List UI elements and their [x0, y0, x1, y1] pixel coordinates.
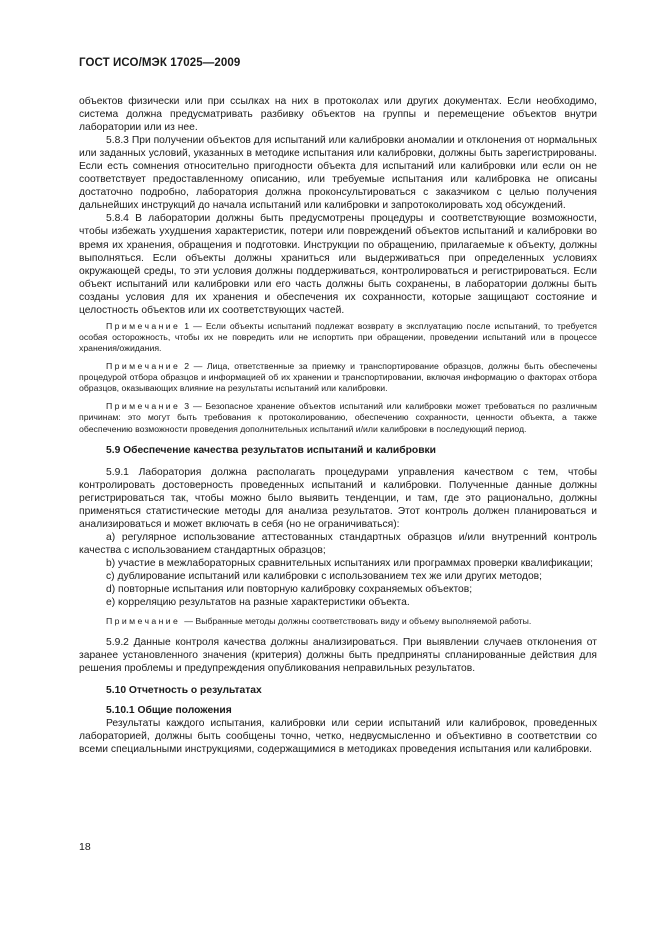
list-item-a: a) регулярное использование аттестованных стандартных образцов и/или внутренний контроль качества с использованием стандартных образцов;	[79, 531, 597, 556]
section-heading-5-10: 5.10 Отчетность о результатах	[106, 685, 262, 697]
subsection-heading-5-10-1: 5.10.1 Общие положения	[106, 705, 232, 717]
page-number: 18	[79, 841, 91, 853]
section-heading-5-9: 5.9 Обеспечение качества результатов испытаний и калибровки	[106, 444, 437, 456]
document-header: ГОСТ ИСО/МЭК 17025—2009	[79, 57, 241, 69]
list-item-c: c) дублирование испытаний или калибровки с использованием тех же или других методов;	[106, 571, 542, 583]
note-text: 2 — Лица, ответственные за приемку и транспортирование образцов, должны быть обеспечены процедурой отбора образцов и информацией об их хранении и транспортировании, включая информацию о факторах отбора образцов, оказывающих влияние на результаты испытаний или калибровки.	[79, 361, 597, 394]
list-item-b: b) участие в межлабораторных сравнительных испытаниях или программах проверки квалификации;	[106, 557, 594, 569]
note-label: Примечание	[106, 616, 181, 627]
note-text: 3 — Безопасное хранение объектов испытаний или калибровки может требоваться по различным причинам: это могут быть требования к протоколированию, обеспечению сохранности, ценности объекта, а также обеспечению возможности проведения дополнительных испытаний и/или калибровки в последующий период.	[79, 401, 597, 434]
list-item-d: d) повторные испытания или повторную калибровку сохраняемых объектов;	[106, 584, 473, 596]
note-label: Примечание	[106, 361, 181, 372]
paragraph-5-8-4: 5.8.4 В лаборатории должны быть предусмотрены процедуры и соответствующие возможности, чтобы избежать ухудшения характеристик, потери или повреждений объектов испытаний и калибровки во время их хранения, обращения и подготовки. Инструкции по обращению, прилагаемые к объекту, должны выполняться. Если объекты должны храниться или выдерживаться при определенных условиях окружающей среды, то эти условия должны поддерживаться, контролироваться и регистрироваться. Если объект испытаний или калибровки или его часть должны быть сохранены, в лаборатории должны быть созданы условия для их хранения и обеспечения их сохранности, которые защищают состояние и целостность объектов или их соответствующих частей.	[79, 213, 597, 316]
note-5-9	[79, 616, 597, 627]
note-label: Примечание	[106, 401, 181, 412]
note-text: — Выбранные методы должны соответствовать виду и объему выполняемой работы.	[184, 616, 532, 627]
note-1	[79, 321, 597, 354]
paragraph-5-8-3: 5.8.3 При получении объектов для испытаний или калибровки аномалии и отклонения от нормальных или заданных условий, указанных в методике испытания или калибровки, должны быть зарегистрированы. Если есть сомнения относительно пригодности объекта для испытаний или калибровки или если он не соответствует предоставленному описанию, или требуемые испытания или калибровка не описаны достаточно подробно, лаборатория должна проконсультироваться с заказчиком с целью получения дальнейших инструкций до начала испытаний или калибровки и запротоколировать ход обсуждений.	[79, 135, 597, 212]
paragraph-5-9-1: 5.9.1 Лаборатория должна располагать процедурами управления качеством с тем, чтобы контролировать достоверность проведенных испытаний и калибровки. Полученные данные должны регистрироваться так, чтобы можно было выявить тенденции, и там, где это рационально, должны применяться статистические методы для анализа результатов. Этот контроль должен планироваться и анализироваться и может включать в себя (но не ограничиваться):	[79, 466, 597, 530]
paragraph-5-10-1: Результаты каждого испытания, калибровки или серии испытаний или калибровок, проведенных лабораторией, должны быть сообщены точно, четко, недвусмысленно и объективно в соответствии со всеми специальными инструкциями, содержащимися в методиках проведения испытания или калибровки.	[79, 718, 597, 756]
document-body	[79, 95, 597, 757]
paragraph-continuation: объектов физически или при ссылках на них в протоколах или других документах. Если необходимо, система должна предусматривать разбивку объектов на группы и перемещение объектов внутри лаборатории или из нее.	[79, 96, 597, 134]
list-item-e: e) корреляцию результатов на разные характеристики объекта.	[106, 597, 410, 609]
paragraph-5-9-2: 5.9.2 Данные контроля качества должны анализироваться. При выявлении случаев отклонения от заранее установленного значения (критерия) должны быть предприняты спланированные действия для решения проблемы и предупреждения опубликования неправильных результатов.	[79, 637, 597, 675]
note-3	[79, 401, 597, 434]
note-2	[79, 361, 597, 394]
note-text: 1 — Если объекты испытаний подлежат возврату в эксплуатацию после испытаний, то требуется особая осторожность, чтобы их не повредить или не испортить при обращении, проведении испытаний или в процессе хранения/ожидания.	[79, 320, 597, 353]
note-label: Примечание	[106, 320, 181, 331]
